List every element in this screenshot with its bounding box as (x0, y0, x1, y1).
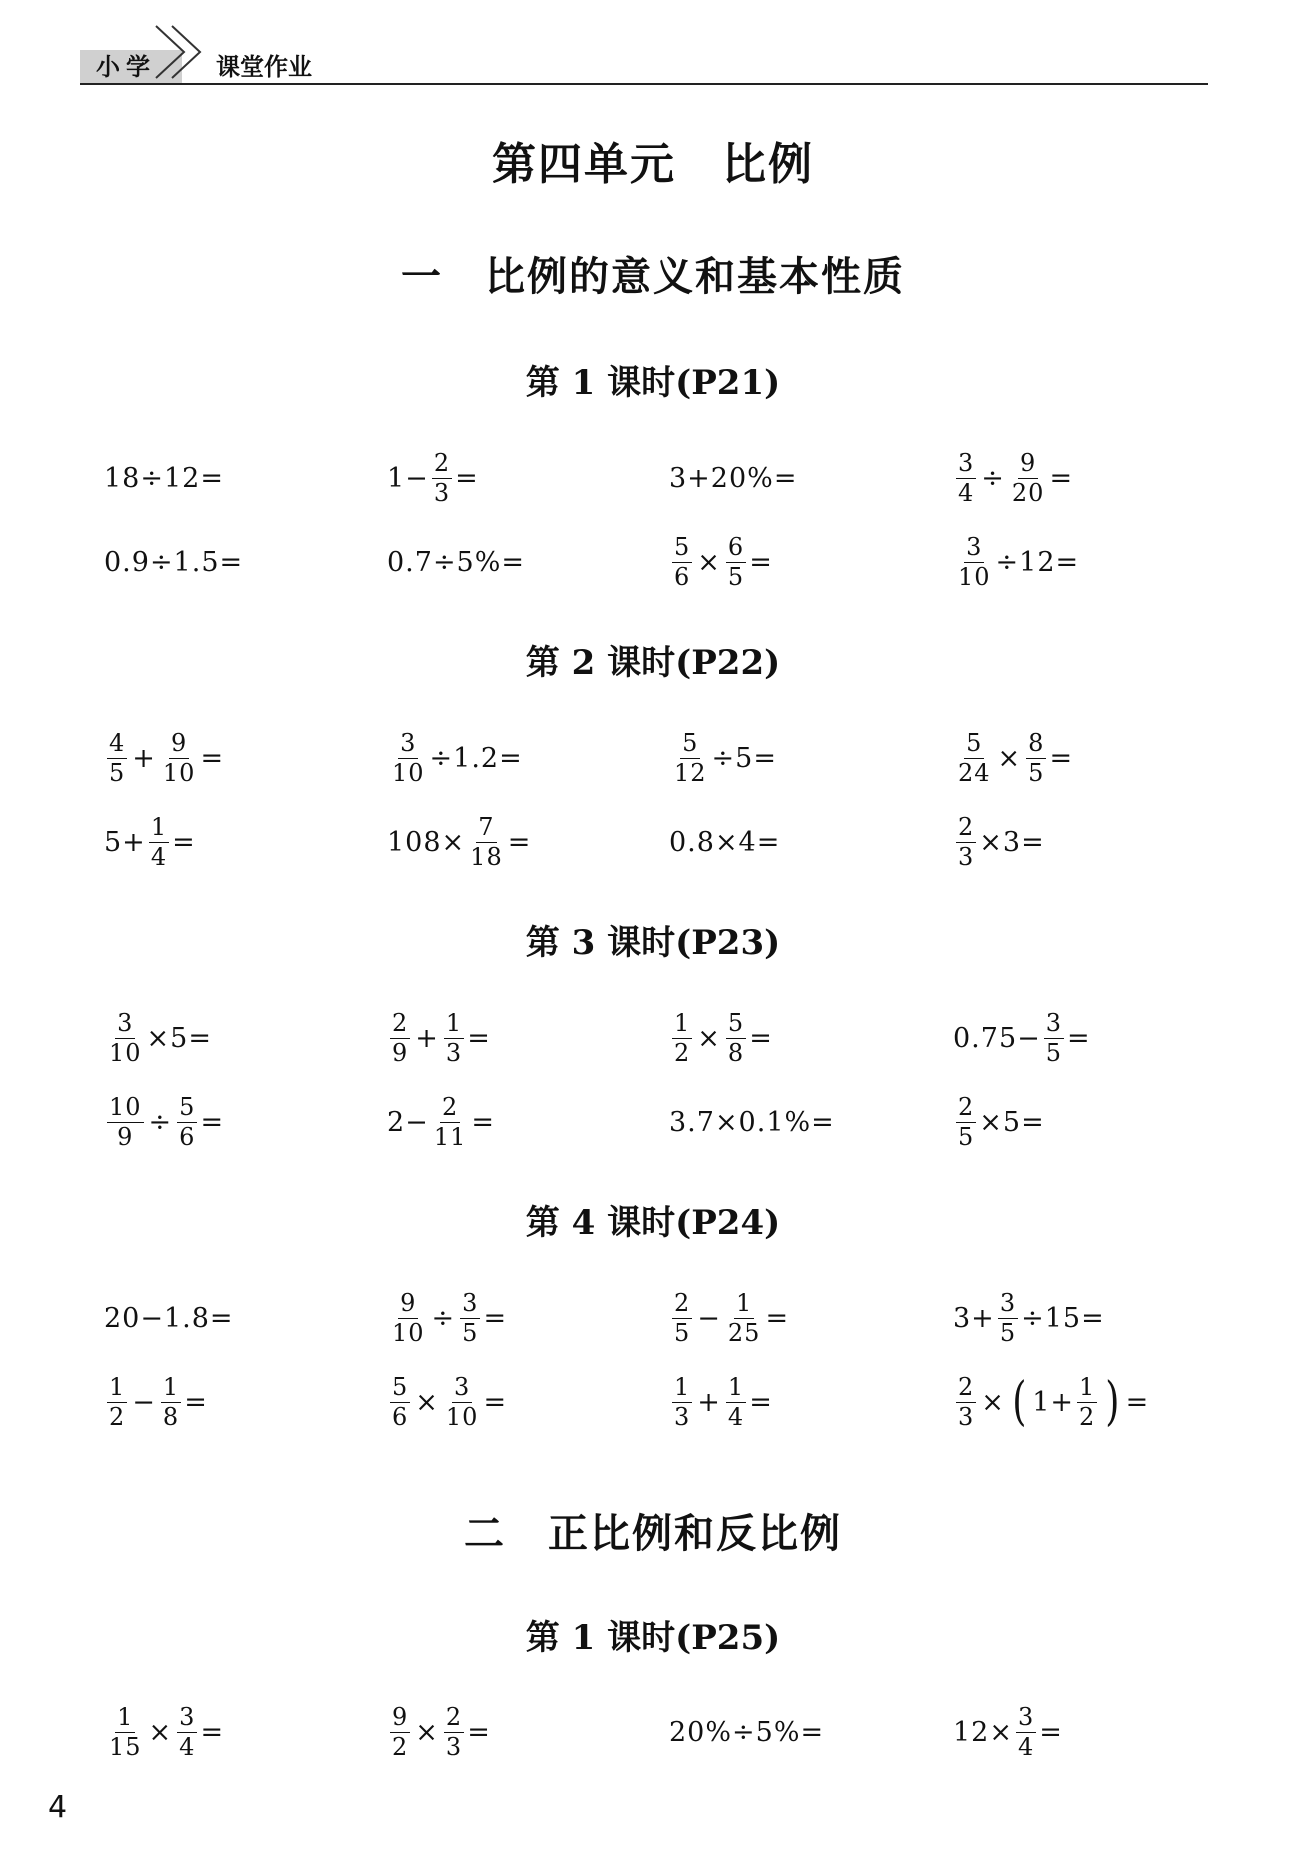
fraction: $\frac{1}{8}$ (162, 1372, 180, 1431)
problem-row (0, 1082, 1306, 1162)
unit-title: 第四单元 比例 (492, 139, 814, 190)
fraction: $\frac{3}{10}$ (958, 532, 991, 591)
fraction: $\frac{2}{3}$ (958, 812, 975, 871)
fraction: $\frac{2}{9}$ (392, 1008, 409, 1067)
fraction: $\frac{6}{5}$ (727, 532, 745, 591)
fraction: $\frac{3}{10}$ (392, 728, 425, 787)
problem: 1− $\frac{2}{3}$ = (387, 448, 479, 507)
fraction: $\frac{9}{2}$ (392, 1702, 409, 1761)
fraction: $\frac{5}{6}$ (392, 1372, 409, 1431)
problem: 0.9÷1.5= (104, 546, 244, 578)
problem: $\frac{3}{10}$ ÷12= (958, 532, 1080, 591)
right-paren: ) (1105, 1372, 1121, 1432)
fraction: $\frac{2}{3}$ (958, 1372, 975, 1431)
problem: $\frac{10}{9}$ ÷ $\frac{5}{6}$ = (109, 1092, 225, 1151)
fraction: $\frac{1}{3}$ (674, 1372, 691, 1431)
fraction: $\frac{4}{5}$ (109, 728, 126, 787)
problem: $\frac{5}{6}$ × $\frac{3}{10}$ = (392, 1372, 508, 1431)
problem: $\frac{1}{2}$ × $\frac{5}{8}$ = (674, 1008, 773, 1067)
problem: $\frac{3}{10}$ ×5= (109, 1008, 212, 1067)
fraction: $\frac{3}{5}$ (999, 1288, 1017, 1347)
problem: $\frac{5}{6}$ × $\frac{6}{5}$ = (674, 532, 773, 591)
lesson-title: 第 1 课时(P21) (525, 363, 781, 403)
problem: $\frac{2}{3}$ ×3= (958, 812, 1045, 871)
problem: 20%÷5%= (669, 1716, 825, 1748)
problem: $\frac{9}{2}$ × $\frac{2}{3}$ = (392, 1702, 491, 1761)
problem: 5+ $\frac{1}{4}$ = (104, 812, 196, 871)
problem: $\frac{5}{12}$ ÷5= (674, 728, 777, 787)
fraction: $\frac{2}{3}$ (445, 1702, 463, 1761)
fraction: $\frac{1}{4}$ (727, 1372, 745, 1431)
problem-row (0, 1692, 1306, 1772)
fraction: $\frac{5}{6}$ (179, 1092, 196, 1151)
header-grade: 小学 (96, 53, 156, 81)
lesson-title: 第 2 课时(P22) (525, 643, 781, 683)
problem: $\frac{2}{3}$ × ( 1+ $\frac{1}{2}$ ) = (958, 1372, 1150, 1432)
fraction: $\frac{1}{4}$ (150, 812, 168, 871)
fraction: $\frac{3}{4}$ (1017, 1702, 1035, 1761)
fraction: $\frac{1}{2}$ (674, 1008, 691, 1067)
lesson-title: 第 4 课时(P24) (525, 1203, 781, 1243)
problem-row (0, 438, 1306, 518)
problem: 0.75− $\frac{3}{5}$ = (953, 1008, 1091, 1067)
fraction: $\frac{2}{3}$ (433, 448, 451, 507)
problem: $\frac{9}{10}$ ÷ $\frac{3}{5}$ = (392, 1288, 508, 1347)
problem: $\frac{5}{24}$ × $\frac{8}{5}$ = (958, 728, 1074, 787)
problem: 12× $\frac{3}{4}$ = (953, 1702, 1063, 1761)
fraction: $\frac{5}{12}$ (674, 728, 707, 787)
problem: 18÷12= (104, 462, 224, 494)
fraction: $\frac{9}{10}$ (392, 1288, 425, 1347)
problem-row (0, 522, 1306, 602)
fraction: $\frac{3}{4}$ (179, 1702, 196, 1761)
problem: 0.7÷5%= (387, 546, 526, 578)
problem: 3+ $\frac{3}{5}$ ÷15= (953, 1288, 1105, 1347)
fraction: $\frac{9}{20}$ (1011, 448, 1045, 507)
header-rule (80, 83, 1208, 85)
fraction: $\frac{1}{2}$ (109, 1372, 126, 1431)
problem: 3.7×0.1%= (669, 1106, 835, 1138)
header-book-title: 课堂作业 (216, 53, 312, 81)
problem-row (0, 998, 1306, 1078)
chevron-icon (150, 20, 220, 82)
fraction: $\frac{8}{5}$ (1028, 728, 1045, 787)
page-number: 4 (48, 1790, 68, 1825)
fraction: $\frac{5}{6}$ (674, 532, 691, 591)
problem: 20−1.8= (104, 1302, 234, 1334)
fraction: $\frac{9}{10}$ (162, 728, 196, 787)
lesson-title: 第 3 课时(P23) (525, 923, 781, 963)
problem: $\frac{1}{2}$ − $\frac{1}{8}$ = (109, 1372, 208, 1431)
problem-row (0, 718, 1306, 798)
problem: $\frac{2}{9}$ + $\frac{1}{3}$ = (392, 1008, 491, 1067)
problem: 3+20%= (669, 462, 798, 494)
fraction: $\frac{2}{11}$ (433, 1092, 467, 1151)
fraction: $\frac{10}{9}$ (109, 1092, 142, 1151)
problem: $\frac{3}{4}$ ÷ $\frac{9}{20}$ = (958, 448, 1074, 507)
problem: $\frac{2}{5}$ ×5= (958, 1092, 1045, 1151)
fraction: $\frac{3}{4}$ (958, 448, 975, 507)
problem: 2− $\frac{2}{11}$ = (387, 1092, 495, 1151)
fraction: $\frac{1}{25}$ (727, 1288, 761, 1347)
fraction: $\frac{1}{3}$ (445, 1008, 463, 1067)
problem: $\frac{1}{15}$ × $\frac{3}{4}$ = (109, 1702, 225, 1761)
fraction: $\frac{1}{15}$ (109, 1702, 142, 1761)
problem: 0.8×4= (669, 826, 781, 858)
problem-row (0, 1362, 1306, 1442)
problem-row (0, 802, 1306, 882)
problem: 108× $\frac{7}{18}$ = (387, 812, 532, 871)
section-title-2: 二 正比例和反比例 (464, 1510, 842, 1557)
fraction: $\frac{1}{2}$ (1079, 1372, 1096, 1431)
problem: $\frac{2}{5}$ − $\frac{1}{25}$ = (674, 1288, 790, 1347)
problem: $\frac{3}{10}$ ÷1.2= (392, 728, 523, 787)
fraction: $\frac{5}{8}$ (727, 1008, 745, 1067)
left-paren: ( (1012, 1372, 1028, 1432)
lesson-title: 第 1 课时(P25) (525, 1618, 781, 1658)
problem: $\frac{4}{5}$ + $\frac{9}{10}$ = (109, 728, 225, 787)
problem: $\frac{1}{3}$ + $\frac{1}{4}$ = (674, 1372, 773, 1431)
fraction: $\frac{3}{10}$ (109, 1008, 142, 1067)
problem-row (0, 1278, 1306, 1358)
fraction: $\frac{3}{5}$ (1045, 1008, 1063, 1067)
fraction: $\frac{3}{5}$ (462, 1288, 479, 1347)
fraction: $\frac{3}{10}$ (445, 1372, 479, 1431)
section-title-1: 一 比例的意义和基本性质 (401, 253, 905, 300)
fraction: $\frac{2}{5}$ (958, 1092, 975, 1151)
fraction: $\frac{2}{5}$ (674, 1288, 691, 1347)
fraction: $\frac{5}{24}$ (958, 728, 991, 787)
fraction: $\frac{7}{18}$ (470, 812, 503, 871)
